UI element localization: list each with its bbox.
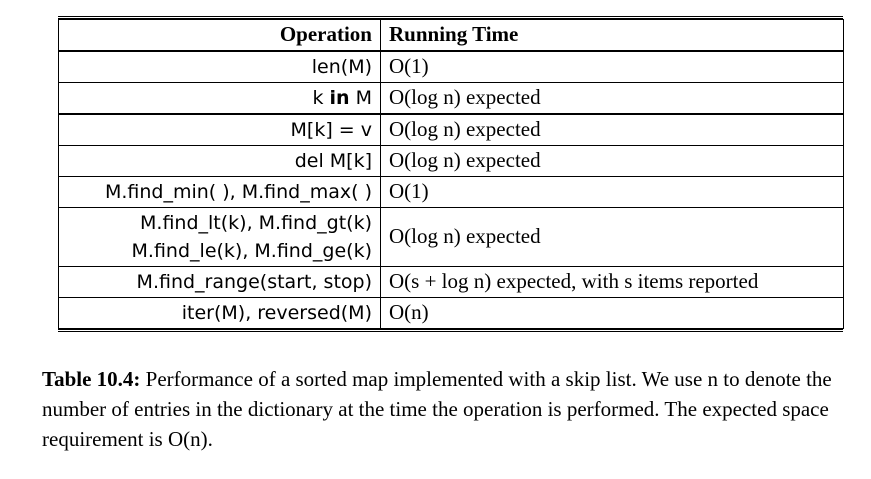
header-operation: Operation [59,20,381,52]
performance-table-frame [58,16,843,332]
caption-text: Performance of a sorted map implemented with a skip list. We use n to denote the number of entries in the dictionary at the time the operation is performed. The expected space requirement is O(n). [42,367,832,451]
operation-suffix: M [349,86,372,109]
running-time-cell: O(s + log n) expected, with s items reported [381,267,844,298]
running-time-cell: O(1) [381,177,844,208]
running-time-cell: O(1) [381,51,844,83]
table-caption [42,364,862,454]
operation-cell: iter(M), reversed(M) [59,298,381,329]
running-time-cell: O(log n) expected [381,146,844,177]
table-header-row [59,20,844,52]
running-time-cell: O(log n) expected [381,208,844,267]
operation-cell [59,83,381,115]
operation-cell: len(M) [59,51,381,83]
caption-label: Table 10.4: [42,367,141,391]
table-row [59,177,844,208]
operation-line: M.find_le(k), M.find_ge(k) [131,240,372,262]
operation-line: M.find_lt(k), M.find_gt(k) [140,212,372,234]
operation-cell: del M[k] [59,146,381,177]
table-row [59,114,844,146]
table-row [59,298,844,329]
running-time-cell: O(log n) expected [381,114,844,146]
running-time-cell: O(n) [381,298,844,329]
running-time-cell: O(log n) expected [381,83,844,115]
operation-cell: M.find_min( ), M.find_max( ) [59,177,381,208]
operation-cell: M.find_range(start, stop) [59,267,381,298]
header-running-time: Running Time [381,20,844,52]
table-row [59,146,844,177]
table-row [59,83,844,115]
operation-cell [59,208,381,267]
table-row [59,267,844,298]
operation-cell: M[k] = v [59,114,381,146]
performance-table [58,19,844,329]
operation-keyword: in [329,86,350,109]
table-row [59,51,844,83]
table-row [59,208,844,267]
operation-prefix: k [312,86,330,109]
